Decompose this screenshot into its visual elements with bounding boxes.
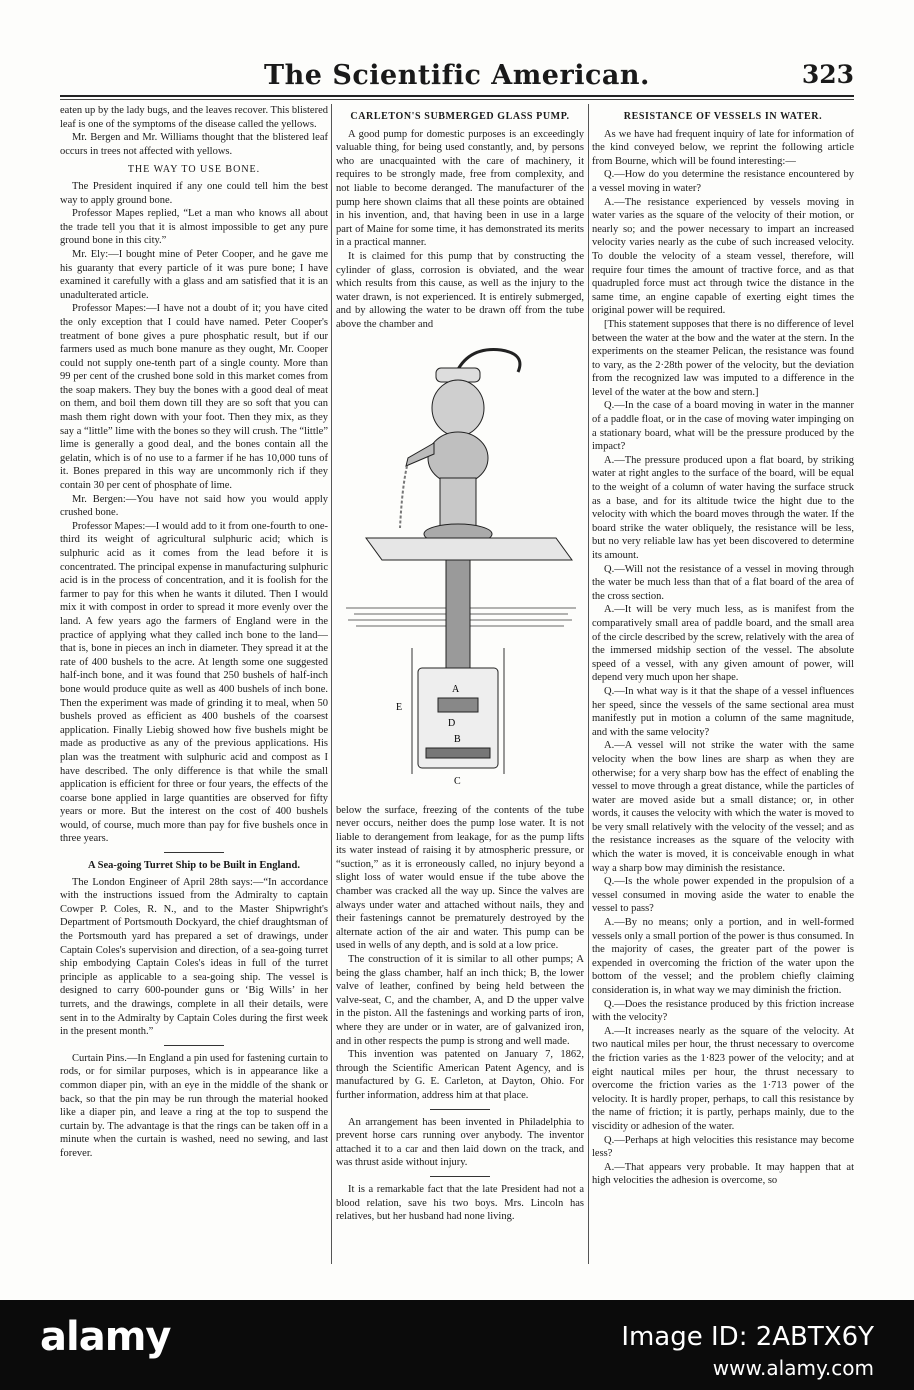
paragraph: It is claimed for this pump that by constructing the cylinder of glass, corrosion is obviated, and the wear which results from this cause, as well as the injury to the water drawn, is not experienced. It is entirely submerged, and by allowing the water to be drawn off from the tube above the chamber and [336,250,584,330]
masthead [60,58,854,94]
paragraph: It is a remarkable fact that the late President had not a blood relation, save his two boys. Mrs. Lincoln has relatives, but her husband had none living. [336,1183,584,1223]
paragraph: This invention was patented on January 7, 1862, through the Scientific American Patent Agency, and is manufactured by G. E. Carleton, at Dayton, Ohio. For further information, address him at that place. [336,1049,584,1101]
separator [430,1176,490,1177]
header-rule [60,95,854,97]
watermark-banner [0,1300,914,1390]
paragraph: The President inquired if any one could tell him the best way to apply ground bone. [60,180,328,206]
valve-seat [426,748,490,758]
pump-body-upper [432,380,484,436]
paragraph: Professor Mapes:—I would add to it from one-fourth to one-third its weight of agricultural sulphuric acid; which is sulphuric acid as it comes from the lead before it is concentrated. The principal expense in manufacturing sulphuric acid is in the process of concentration, and it is foolish for the farmer to pay for this when he wants it diluted. Then I would mix it with compost in order to spread it more evenly over the land. A few years ago the farmers of England were in the practice of applying what they called inch bone to the land—that is, bone in pieces an inch in diameter. They spread it at the rate of 400 bushels to the acre. At length some one suggested half-inch bone, and it was found that 250 bushels of half-inch bone would produce quite as well as 400 bushels of inch bone. Then the experiment was made of grinding it to meal, when 50 bushels proved as efficient as 400 bushels of the coarsest application. Finally Liebig showed how five bushels might be made as productive as any of the previous applications. His plan was the treatment with sulphuric acid and compost as I have described. The only difference is that while the small application is efficient for three or four years, the effects of the coarse bone applied in large quantities are observed for fifty years or more. But the interest on the cost of 400 bushels would, of course, much more than pay for five bushels once in three years. [60,520,328,845]
header-rule-thin [60,99,854,100]
article-heading-turret: A Sea-going Turret Ship to be Built in England. [88,860,300,872]
paragraph: The London Engineer of April 28th says:—“In accordance with the instructions issued from the Admiralty to captain Cowper P. Coles, R. N., and to the Master Shipwright's Department of Portsmouth Dockyard, the chief draughtsman of the Portsmouth yard has prepared a set of drawings, under Captain Coles's supervision and direction, of a sea-going turret ship embodying Captain Coles's ideas in full of the turret principle as applicable to a sea-going ship. The vessel is designed to carry 600-pounder guns or ‘Big Wills’ in her turrets, and the drawings, complete in all their details, were sent in to the Admiralty by Captain Coles during the first week in the present month.” [60,876,328,1038]
pump-column [440,478,476,528]
label-d: D [448,717,456,729]
label-b: B [454,733,461,745]
paragraph: Curtain Pins.—In England a pin used for fastening curtain to rods, or for similar purposes, which is in appearance like a common diaper pin, with an eye in the middle of the shank or back, so that the pin may be run through the material hooked like a diaper pin, and leave a ring at the top to suspend the curtain by. The advantage is that the rings can be taken off in a minute when the curtain is washed, need no sewing, and last forever. [60,1052,328,1159]
section-heading-bone: THE WAY TO USE BONE. [127,164,261,176]
masthead-title: The Scientific American. [264,60,650,91]
column-divider [331,104,332,1264]
paragraph: A.—By no means; only a portion, and in well-formed vessels only a small portion of the power is thus consumed. In the majority of cases, the greater part of the power is expended in overcoming the friction of the water upon the bottom of the vessel; and the problem chiefly claiming consideration is, in what way we may diminish the friction. [592,917,854,996]
paragraph: Mr. Ely:—I bought mine of Peter Cooper, and he gave me his guaranty that every particle of it was pure bone; I have examined it carefully with a glass and am satisfied that it is an unadulterated article. [60,248,328,301]
paragraph: A.—It will be very much less, as is manifest from the comparatively small area of paddle board, and the small area of the circle described by the screw, relatively with the area of the immersed midship section of the vessel. The absolute speed of a vessel, with any given amount of power, will depend very much upon her shape. [592,604,854,684]
separator [164,852,224,853]
label-a: A [452,683,460,695]
paragraph: A good pump for domestic purposes is an exceedingly valuable thing, for being used constantly, and, by persons who are unacquainted with the care of machinery, it requires to be strongly made, free from complexity, and not liable to become deranged. The manufacturer of the pump here shown claims that all these points are obtained in his invention, and, that having been in use in a large part of Maine for some time, it has demonstrated its merits in a practical manner. [336,128,584,249]
page-number: 323 [801,60,854,89]
paragraph: The construction of it is similar to all other pumps; A being the glass chamber, half an inch thick; B, the lower valve of leather, confined by being held between the valve-seat, C, and the chamber, A, and D the upper valve in the piston. All the fastenings and working parts of iron, where they are under or in water, are of galvanized iron, and in other respects the pump is strong and well made. [336,954,584,1047]
paragraph: Q.—Is the whole power expended in the propulsion of a vessel consumed in moving aside the water to enable the vessel to pass? [592,876,854,915]
paragraph: eaten up by the lady bugs, and the leaves recover. This blistered leaf is one of the symptoms of the disease called the yellows. [60,105,328,130]
paragraph: below the surface, freezing of the contents of the tube never occurs, neither does the pump lose water. It is not liable to derangement from leakage, for as the pump lifts its water instead of raising it by atmospheric pressure, or “suction,” as it is erroneously called, no injury beyond a slight loss of water would ensue if the tube above the chamber was cracked all the way up. Since the valves are always under water and attached without nails, they and their fastenings cannot be prematurely destroyed by the alternate action of the air and water. This pump can be used in wells of any depth, and is sold at a low price. [336,804,584,952]
paragraph: Mr. Bergen and Mr. Williams thought that the blistered leaf occurs in trees not affected with yellows. [60,132,328,157]
pump-body-lower [428,432,488,484]
label-e: E [396,701,403,713]
article-heading-resistance: RESISTANCE OF VESSELS IN WATER. [623,111,823,122]
article-heading-pump: CARLETON'S SUBMERGED GLASS PUMP. [350,111,570,122]
paragraph: Q.—In what way is it that the shape of a vessel influences her speed, since the vessels of the same sectional area must manifestly put in motion a column of the same magnitude, and with the same velocity? [592,685,854,738]
paragraph: Q.—Does the resistance produced by this friction increase with the velocity? [592,998,854,1024]
pump-drawing [336,338,584,798]
paragraph: A.—That appears very probable. It may happen that at high velocities the adhesion is overcome, so [592,1161,854,1187]
label-c: C [454,775,461,787]
source-url: www.alamy.com [712,1356,874,1380]
water-stream [400,466,407,528]
pump-illustration [336,338,584,798]
paragraph: A.—The resistance experienced by vessels moving in water varies as the square of the velocity of their motion, or nearly so; and the power necessary to impart an increased velocity varies nearly as the cube of such increased velocity. To double the velocity of a steam vessel, therefore, will require four times the amount of tractive force, and as that quadrupled force must act through twice the distance in the same time, an engine capable of exerting eight times the original power will be required. [592,196,854,317]
image-id: Image ID: 2ABTX6Y [621,1322,874,1352]
paragraph: An arrangement has been invented in Philadelphia to prevent horse cars running over anybody. The inventor attached it to a car and then laid down on the track, and was thrust aside without injury. [336,1116,584,1169]
paragraph: [This statement supposes that there is no difference of level between the water at the bow and the water at the stern. In the experiments on the steamer Pelican, the resistance was found to vary, as the 2·28th power of the velocity, but the deviation from the recognized law was imputed to a difference in the level of the water at the bow and stern.] [592,318,854,398]
paragraph: Q.—In the case of a board moving in water in the manner of a paddle float, or in the case of moving water impinging on a stationary board, what will be the pressure produced by the impact? [592,400,854,453]
paragraph: A.—A vessel will not strike the water with the same velocity when the bow lines are sharp as when they are otherwise; for a very sharp bow has the effect of enabling the vessel to move through a great distance, while the particles of water are moved aside but a small distance; or, in other words, it causes the velocity with which the water is moved to be very small relatively with the velocity of the vessel; and as the resistance increases as the square of the velocity with which the water is moved, it is conceivable enough in what way a sharp bow may diminish the resistance. [592,740,854,874]
paragraph: A.—The pressure produced upon a flat board, by striking water at right angles to the surface of the board, will be equal to the weight of a column of water having the surface struck as a base, and for its altitude twice the hight due to the velocity with which the board moves through the water. If the board strike the water obliquely, the resistance will be less, but no very reliable law has yet been discovered to determine its amount. [592,454,854,561]
column-right [592,104,854,1264]
column-divider [588,104,589,1264]
paragraph: Professor Mapes:—I have not a doubt of it; you have cited the only exception that I could have named. Peter Cooper's treatment of bone gives a pure phosphatic result, but if our farmers used as much bone manure as they ought, Mr. Cooper could not supply one-tenth part of a single county. More than 99 per cent of the crushed bone sold in this market comes from the soap makers. They buy the bones with a good deal of meat on them, and boil them down till they are so soft that you can mash them right down with your foot. Then they mix, as they say a “little” lime with the bones so they will crush. The “little” lime is generally a good deal, and the bones contain all the gelatin, which is of no use to a farmer if he has 10,000 tuns of it. Bones prepared in this way are uncommonly rich if they contain 30 per cent of phosphate of lime. [60,303,328,492]
column-left [60,104,328,1264]
paragraph: Professor Mapes replied, “Let a man who knows all about the trade tell you that it is almost impossible to get any pure ground bone in this city.” [60,208,328,247]
paragraph: As we have had frequent inquiry of late for information of the kind conveyed below, we reprint the following article from Bourne, which will be found interesting:— [592,128,854,167]
paragraph: Q.—Will not the resistance of a vessel in moving through the water be much less than that of a flat board of the area of the cross section. [592,563,854,602]
separator [164,1045,224,1046]
platform [366,538,572,560]
pump-tube [446,560,470,680]
paragraph: Mr. Bergen:—You have not said how you would apply crushed bone. [60,493,328,519]
paragraph: A.—It increases nearly as the square of the velocity. At two nautical miles per hour, the thrust necessary to overcome the friction varies as the 1·823 power of the velocity; and at eight nautical miles per hour, the thrust necessary to overcome the friction varies as the 1·713 power of the velocity. It is hardly proper, perhaps, to call this resistance by the name of friction; it is partly, perhaps mainly, due to the viscidity or adhesion of the water. [592,1025,854,1132]
paragraph: Q.—How do you determine the resistance encountered by a vessel moving in water? [592,169,854,194]
paragraph: Q.—Perhaps at high velocities this resistance may become less? [592,1134,854,1160]
piston [438,698,478,712]
alamy-logo: alamy [40,1314,171,1360]
column-middle [336,104,584,1264]
separator [430,1109,490,1110]
